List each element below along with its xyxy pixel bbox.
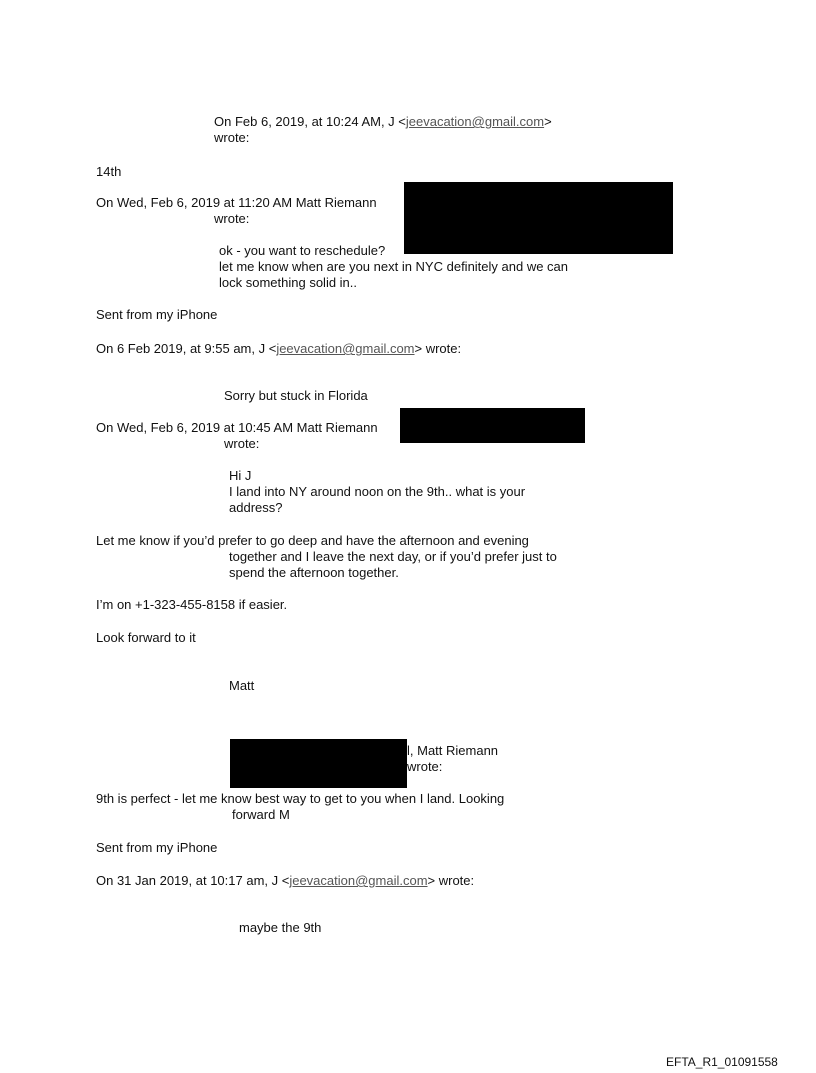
email-link[interactable]: jeevacation@gmail.com (289, 873, 428, 888)
quote-header-line (96, 873, 474, 888)
message-line: I land into NY around noon on the 9th.. what is your (229, 484, 526, 499)
email-link[interactable]: jeevacation@gmail.com (405, 114, 545, 129)
quote-header-prefix: On 31 Jan 2019, at 10:17 am, J < (96, 873, 290, 888)
quote-header-prefix: On Feb 6, 2019, at 10:24 AM, J < (214, 114, 406, 129)
message-line: let me know when are you next in NYC definitely and we can (219, 259, 569, 274)
message-line: together and I leave the next day, or if you’d prefer just to (229, 549, 557, 564)
quote-header-line (96, 341, 461, 356)
message-line: lock something solid in.. (219, 275, 358, 290)
signature-line: Sent from my iPhone (96, 307, 218, 322)
message-line: Let me know if you’d prefer to go deep and have the afternoon and evening (96, 533, 529, 548)
redaction-box (230, 739, 407, 788)
signature-line: Matt (229, 678, 255, 693)
quote-header-line (214, 114, 552, 129)
wrote-label: wrote: (224, 436, 260, 451)
message-line: forward M (232, 807, 290, 822)
quote-header-suffix: > (544, 114, 552, 129)
signature-line: Sent from my iPhone (96, 840, 218, 855)
quote-header-suffix: > wrote: (414, 341, 462, 356)
document-id: EFTA_R1_01091558 (666, 1055, 778, 1069)
wrote-label: wrote: (214, 211, 250, 226)
message-line: address? (229, 500, 283, 515)
message-line: Sorry but stuck in Florida (224, 388, 368, 403)
wrote-label: wrote: (407, 759, 443, 774)
wrote-label: wrote: (214, 130, 250, 145)
quote-header-prefix: On 6 Feb 2019, at 9:55 am, J < (96, 341, 277, 356)
quote-header-suffix: > wrote: (427, 873, 475, 888)
quote-header-line: On Wed, Feb 6, 2019 at 10:45 AM Matt Riemann (96, 420, 378, 435)
quote-header-line: On Wed, Feb 6, 2019 at 11:20 AM Matt Riemann (96, 195, 377, 210)
redaction-box (400, 408, 585, 443)
redaction-box (404, 182, 673, 254)
email-link[interactable]: jeevacation@gmail.com (276, 341, 415, 356)
reply-text: 14th (96, 164, 122, 179)
message-line: spend the afternoon together. (229, 565, 399, 580)
message-line: ok - you want to reschedule? (219, 243, 386, 258)
message-line: 9th is perfect - let me know best way to get to you when I land. Looking (96, 791, 505, 806)
message-line: Hi J (229, 468, 252, 483)
quote-header-line: l, Matt Riemann (407, 743, 499, 758)
message-line: Look forward to it (96, 630, 196, 645)
message-line: I’m on +1-323-455-8158 if easier. (96, 597, 288, 612)
message-line: maybe the 9th (239, 920, 322, 935)
